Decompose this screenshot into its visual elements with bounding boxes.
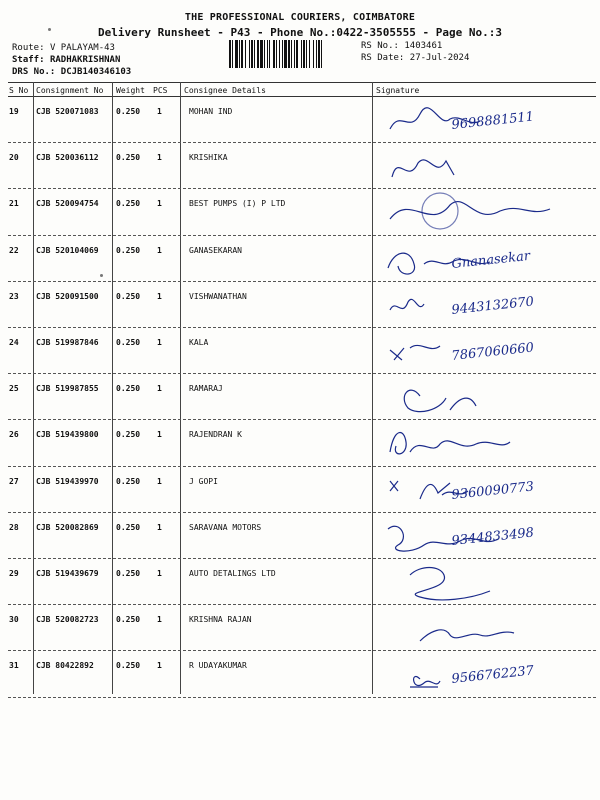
serial-number: 31 (9, 661, 19, 671)
col-header-consignee: Consignee Details (184, 86, 266, 95)
handwritten-signature (410, 568, 490, 600)
company-stamp (422, 193, 458, 229)
column-divider (180, 82, 181, 694)
signature-area (380, 99, 594, 143)
col-header-signature: Signature (376, 86, 420, 95)
barcode-bar (273, 40, 275, 68)
col-header-consignment: Consignment No (36, 86, 104, 95)
barcode-bar (282, 40, 283, 68)
barcode-bar (301, 40, 302, 68)
route-label: Route: (12, 43, 45, 53)
barcode-bar (296, 40, 298, 68)
barcode-bar (313, 40, 314, 68)
consignee-name: MOHAN IND (189, 107, 233, 116)
handwritten-signature (420, 630, 514, 641)
serial-number: 20 (9, 153, 19, 163)
barcode-bar (251, 40, 253, 68)
consignment-number: CJB 520094754 (36, 199, 99, 209)
route-line (12, 43, 115, 53)
serial-number: 27 (9, 476, 19, 486)
consignment-number: CJB 520082869 (36, 522, 99, 532)
rs-no-line (361, 41, 442, 51)
pcs-value: 1 (157, 199, 162, 209)
handwritten-signature (390, 202, 550, 219)
consignee-name: BEST PUMPS (I) P LTD (189, 199, 286, 209)
serial-number: 19 (9, 107, 19, 116)
barcode-bar (291, 40, 292, 68)
barcode-bar (279, 40, 280, 68)
pcs-value: 1 (157, 338, 162, 347)
row-separator (8, 604, 596, 605)
weight-value: 0.250 (116, 522, 141, 532)
barcode-bar (257, 40, 259, 68)
staff-value: RADHAKRISHNAN (49, 55, 121, 65)
row-separator (8, 327, 596, 328)
col-header-sno: S No (9, 86, 29, 95)
consignee-name: RAMARAJ (189, 384, 223, 394)
signature-area (380, 561, 594, 605)
staff-line (12, 55, 120, 65)
handwritten-signature (390, 299, 424, 310)
handwritten-signature (390, 433, 510, 454)
pcs-value: 1 (157, 615, 162, 625)
pcs-value: 1 (157, 107, 162, 116)
drs-label: DRS No.: (12, 67, 56, 77)
barcode-bar (232, 40, 233, 68)
barcode (228, 40, 356, 68)
barcode-bar (321, 40, 322, 68)
row-separator (8, 650, 596, 651)
scan-speck (48, 28, 51, 31)
weight-value: 0.250 (116, 615, 141, 625)
pcs-value: 1 (157, 569, 162, 578)
row-separator (8, 419, 596, 420)
barcode-bar (235, 40, 238, 68)
signature-area (380, 284, 594, 328)
barcode-bar (294, 40, 295, 68)
signature-area (380, 376, 594, 420)
consignment-number: CJB 519439679 (36, 569, 99, 578)
pcs-value: 1 (157, 384, 162, 394)
weight-value: 0.250 (116, 338, 141, 347)
signature-area (380, 515, 594, 559)
handwritten-note: 9566762237 (450, 663, 535, 688)
consignee-name: KRISHNA RAJAN (189, 615, 252, 625)
barcode-bar (229, 40, 231, 68)
handwritten-note: 9360090773 (450, 479, 535, 503)
barcode-bar (267, 40, 268, 68)
barcode-bar (254, 40, 255, 68)
consignee-name: SARAVANA MOTORS (189, 522, 262, 532)
consignment-number: CJB 520104069 (36, 245, 99, 255)
barcode-bar (260, 40, 263, 68)
weight-value: 0.250 (116, 199, 141, 209)
column-divider (33, 82, 34, 694)
serial-number: 26 (9, 430, 19, 440)
consignment-number: CJB 80422892 (36, 661, 94, 671)
row-separator (8, 142, 596, 143)
signature-area (380, 191, 594, 235)
handwritten-signature (392, 160, 454, 177)
signature-area (380, 238, 594, 282)
consignment-number: CJB 520082723 (36, 615, 99, 625)
weight-value: 0.250 (116, 661, 141, 671)
serial-number: 28 (9, 522, 19, 532)
col-header-weight: Weight (116, 86, 145, 95)
row-separator (8, 373, 596, 374)
handwritten-note: 7867060660 (450, 340, 535, 364)
barcode-bar (276, 40, 277, 68)
consignment-number: CJB 519439970 (36, 476, 99, 486)
rs-date-label: RS Date: (361, 53, 405, 63)
signature-area (380, 607, 594, 651)
consignee-name: J GOPI (189, 476, 218, 486)
column-divider (372, 82, 373, 694)
barcode-bar (245, 40, 246, 68)
column-divider (112, 82, 113, 694)
handwritten-note: Gnanasekar (450, 248, 531, 272)
barcode-bar (284, 40, 287, 68)
serial-number: 21 (9, 199, 19, 209)
handwritten-signature (404, 390, 476, 411)
serial-number: 29 (9, 569, 19, 578)
document-title: THE PROFESSIONAL COURIERS, COIMBATORE (184, 12, 416, 23)
rs-date-line (361, 53, 469, 63)
rs-no-label: RS No.: (361, 41, 399, 51)
consignee-name: GANASEKARAN (189, 245, 242, 255)
weight-value: 0.250 (116, 153, 141, 163)
weight-value: 0.250 (116, 245, 141, 255)
pcs-value: 1 (157, 661, 162, 671)
route-value: V PALAYAM-43 (49, 43, 115, 53)
handwritten-note: 9698881511 (450, 109, 535, 133)
pcs-value: 1 (157, 476, 162, 486)
barcode-bar (303, 40, 305, 68)
document-subtitle: Delivery Runsheet - P43 - Phone No.:0422-3505555 - Page No.:3 (98, 26, 502, 39)
row-separator (8, 512, 596, 513)
pcs-value: 1 (157, 153, 162, 163)
consignment-number: CJB 519987855 (36, 384, 99, 394)
consignment-number: CJB 519439800 (36, 430, 99, 440)
barcode-bar (288, 40, 290, 68)
row-separator (8, 466, 596, 467)
signature-area (380, 469, 594, 513)
handwritten-note: 9443132670 (450, 294, 535, 318)
barcode-bar (316, 40, 317, 68)
table-top-rule (8, 82, 596, 83)
serial-number: 23 (9, 291, 19, 301)
weight-value: 0.250 (116, 430, 141, 440)
consignee-name: AUTO DETALINGS LTD (189, 569, 276, 578)
consignee-name: KRISHIKA (189, 153, 228, 163)
weight-value: 0.250 (116, 107, 141, 116)
rs-date-value: 27-Jul-2024 (409, 53, 470, 63)
serial-number: 24 (9, 338, 19, 347)
pcs-value: 1 (157, 522, 162, 532)
signature-area (380, 330, 594, 374)
pcs-value: 1 (157, 430, 162, 440)
weight-value: 0.250 (116, 476, 141, 486)
table-header-rule (8, 96, 596, 97)
consignment-number: CJB 520071083 (36, 107, 99, 116)
serial-number: 22 (9, 245, 19, 255)
barcode-bar (264, 40, 265, 68)
pcs-value: 1 (157, 245, 162, 255)
consignee-name: R UDAYAKUMAR (189, 661, 247, 671)
rs-no-value: 1403461 (404, 41, 443, 51)
barcode-bar (241, 40, 243, 68)
barcode-bar (249, 40, 250, 68)
weight-value: 0.250 (116, 569, 141, 578)
weight-value: 0.250 (116, 291, 141, 301)
drs-line (12, 67, 131, 77)
consignee-name: RAJENDRAN K (189, 430, 242, 440)
handwritten-signature (410, 677, 440, 687)
barcode-bar (309, 40, 310, 68)
consignee-name: VISHWANATHAN (189, 291, 247, 301)
staff-label: Staff: (12, 55, 45, 65)
row-separator (8, 558, 596, 559)
serial-number: 30 (9, 615, 19, 625)
handwritten-signature (390, 345, 440, 360)
barcode-bar (239, 40, 240, 68)
signature-area (380, 653, 594, 697)
row-separator (8, 281, 596, 282)
row-separator (8, 188, 596, 189)
consignment-number: CJB 520036112 (36, 153, 99, 163)
col-header-pcs: PCS (153, 86, 168, 95)
row-separator (8, 235, 596, 236)
handwritten-note: 9344833498 (450, 525, 535, 549)
row-separator (8, 697, 596, 698)
consignee-name: KALA (189, 338, 209, 347)
signature-area (380, 145, 594, 189)
signature-area (380, 422, 594, 466)
weight-value: 0.250 (116, 384, 141, 394)
consignment-number: CJB 519987846 (36, 338, 99, 347)
consignment-number: CJB 520091500 (36, 291, 99, 301)
drs-value: DCJB140346103 (60, 67, 132, 77)
scan-speck (100, 274, 103, 277)
pcs-value: 1 (157, 291, 162, 301)
barcode-bar (318, 40, 320, 68)
barcode-bar (269, 40, 270, 68)
serial-number: 25 (9, 384, 19, 394)
barcode-bar (306, 40, 307, 68)
